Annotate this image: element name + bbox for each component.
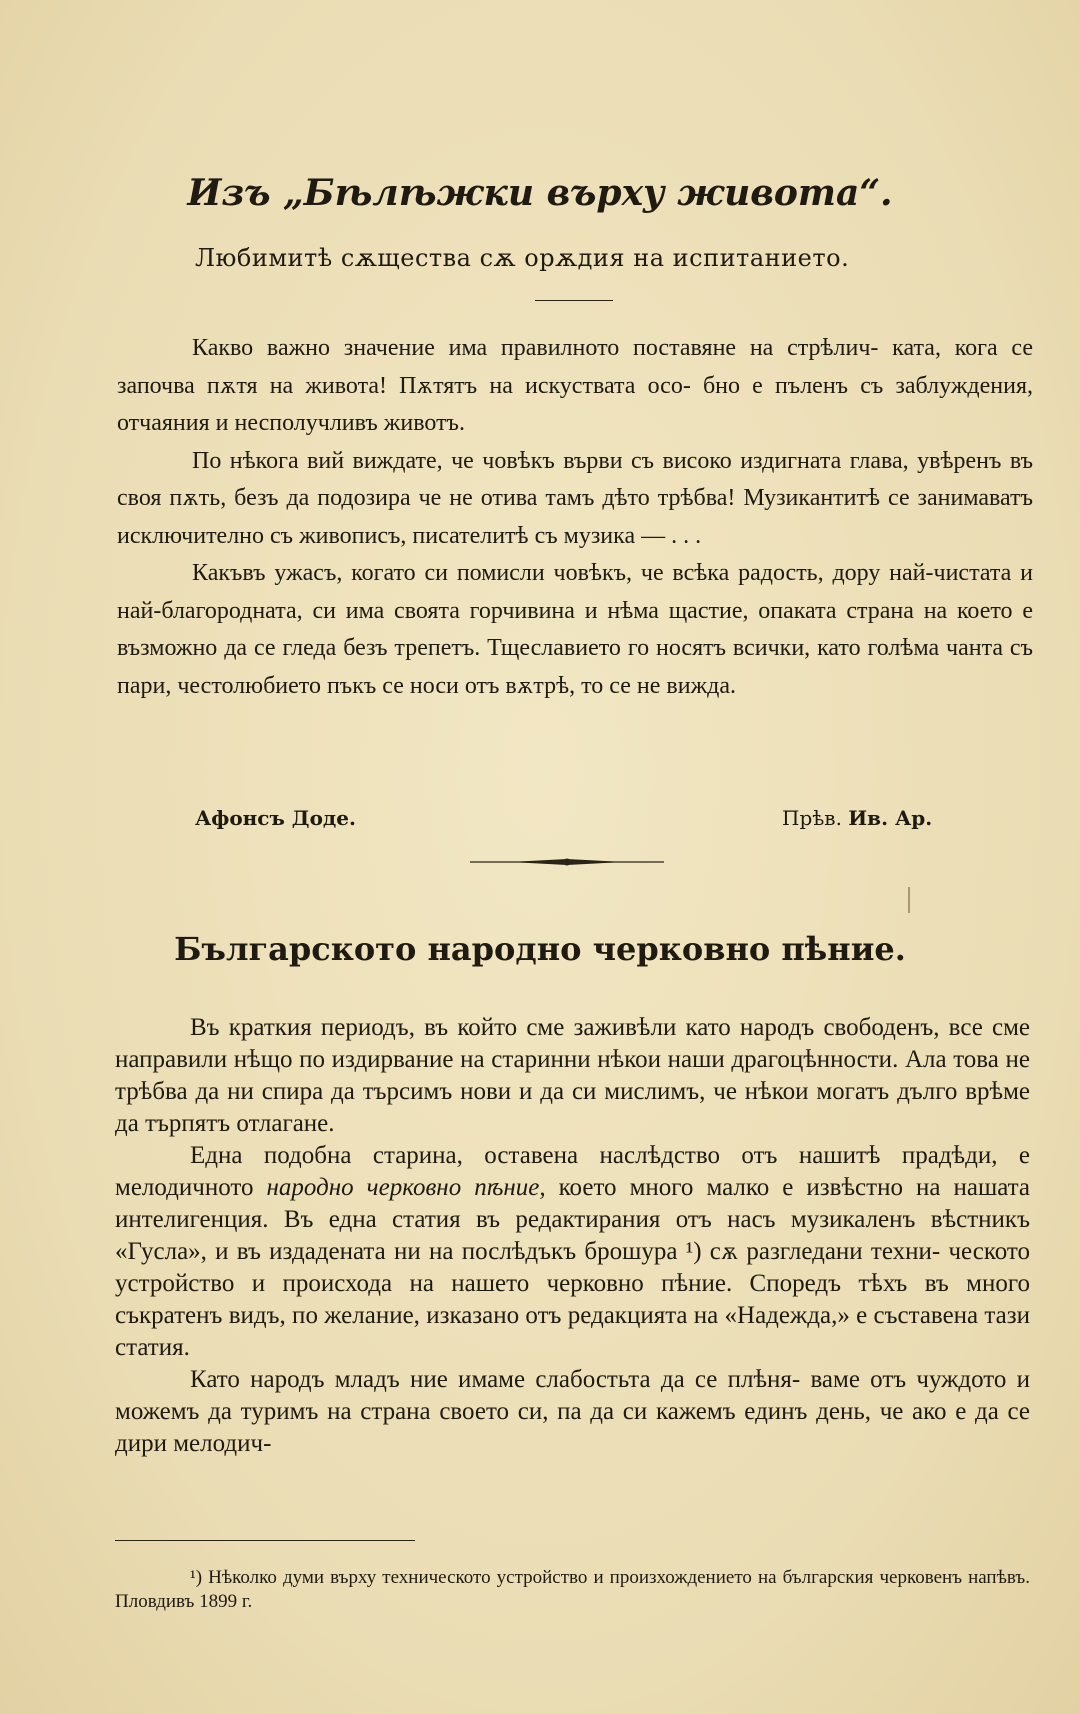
paragraph: Една подобна старина, оставена наслѣдство отъ нашитѣ прадѣди, е мелодичното народно черковно пѣние, което много малко е извѣстно на нашата интелигенция. Въ една статия въ редактирания отъ насъ музикаленъ вѣстникъ «Гусла», и въ издадената ни на послѣдъкъ брошура ¹) сѫ разгледани техни- ческото устройство и происхода на нашето черковно пѣние. Споредъ тѣхъ въ много съкратенъ видъ, по желание, изказано отъ редакцията на «Надежда,» е съставена тази статия. [115,1142,1030,1361]
article-subtitle: Любимитѣ сѫщества сѫ орѫдия на испитанието. [195,244,850,272]
article-body [115,1012,1030,1460]
paragraph: Какво важно значение има правилното поставяне на стрѣлич- ката, кога се започва пѫтя на живота! Пѫтятъ на искуствата осо- бно е пъленъ съ заблуждения, отчаяния и несполучливъ животъ. [117,335,1033,436]
article-title: Българското народно черковно пѣние. [174,930,906,968]
article-title: Изъ „Бѣлѣжки върху живота“. [187,172,893,214]
footnote-divider [115,1540,415,1541]
paragraph: Въ краткия периодъ, въ който сме заживѣли като народъ свободенъ, все сме направили нѣщо по издирвание на старинни нѣкои наши драгоцѣнности. Ала това не трѣбва да ни спира да търсимъ нови и да си мислимъ, че нѣкои могатъ дълго врѣме да търпятъ отлагане. [115,1014,1030,1137]
article-body [117,330,1033,705]
margin-mark [908,887,910,913]
paragraph: Като народъ младъ ние имаме слабостьта да се плѣня- ваме отъ чуждото и можемъ да туримъ на страна своето си, па да си кажемъ единъ день, че ако е да се дири мелодич- [115,1366,1030,1457]
author: Афонсъ Доде. [195,806,356,830]
ornament-divider [470,855,664,869]
emphasis: народно черковно пѣние, [266,1174,546,1201]
paragraph: По нѣкога вий виждате, че човѣкъ върви съ високо издигната глава, увѣренъ въ своя пѫть, безъ да подозира че не отива тамъ дѣто трѣбва! Музикантитѣ се занимаватъ исключително съ живописъ, писателитѣ съ музика — . . . [117,447,1033,549]
translator [782,806,932,830]
translator-name: Ив. Ар. [848,806,933,830]
paragraph: Какъвъ ужасъ, когато си помисли човѣкъ, че всѣка радость, дору най-чистата и най-благородната, си има своята горчивина и нѣма щастие, опаката страна на което е възможно да се гледа безъ трепетъ. Тщеславието го носятъ всички, като голѣма чанта съ пари, честолюбието пъкъ се носи отъ вѫтрѣ, то се не вижда. [117,560,1033,699]
title-divider [535,300,613,301]
translator-prefix: Прѣв. [782,806,842,830]
footnote: ¹) Нѣколко думи върху техническото устройство и произхождението на българския черковенъ напѣвъ. Пловдивъ 1899 г. [115,1567,1030,1612]
